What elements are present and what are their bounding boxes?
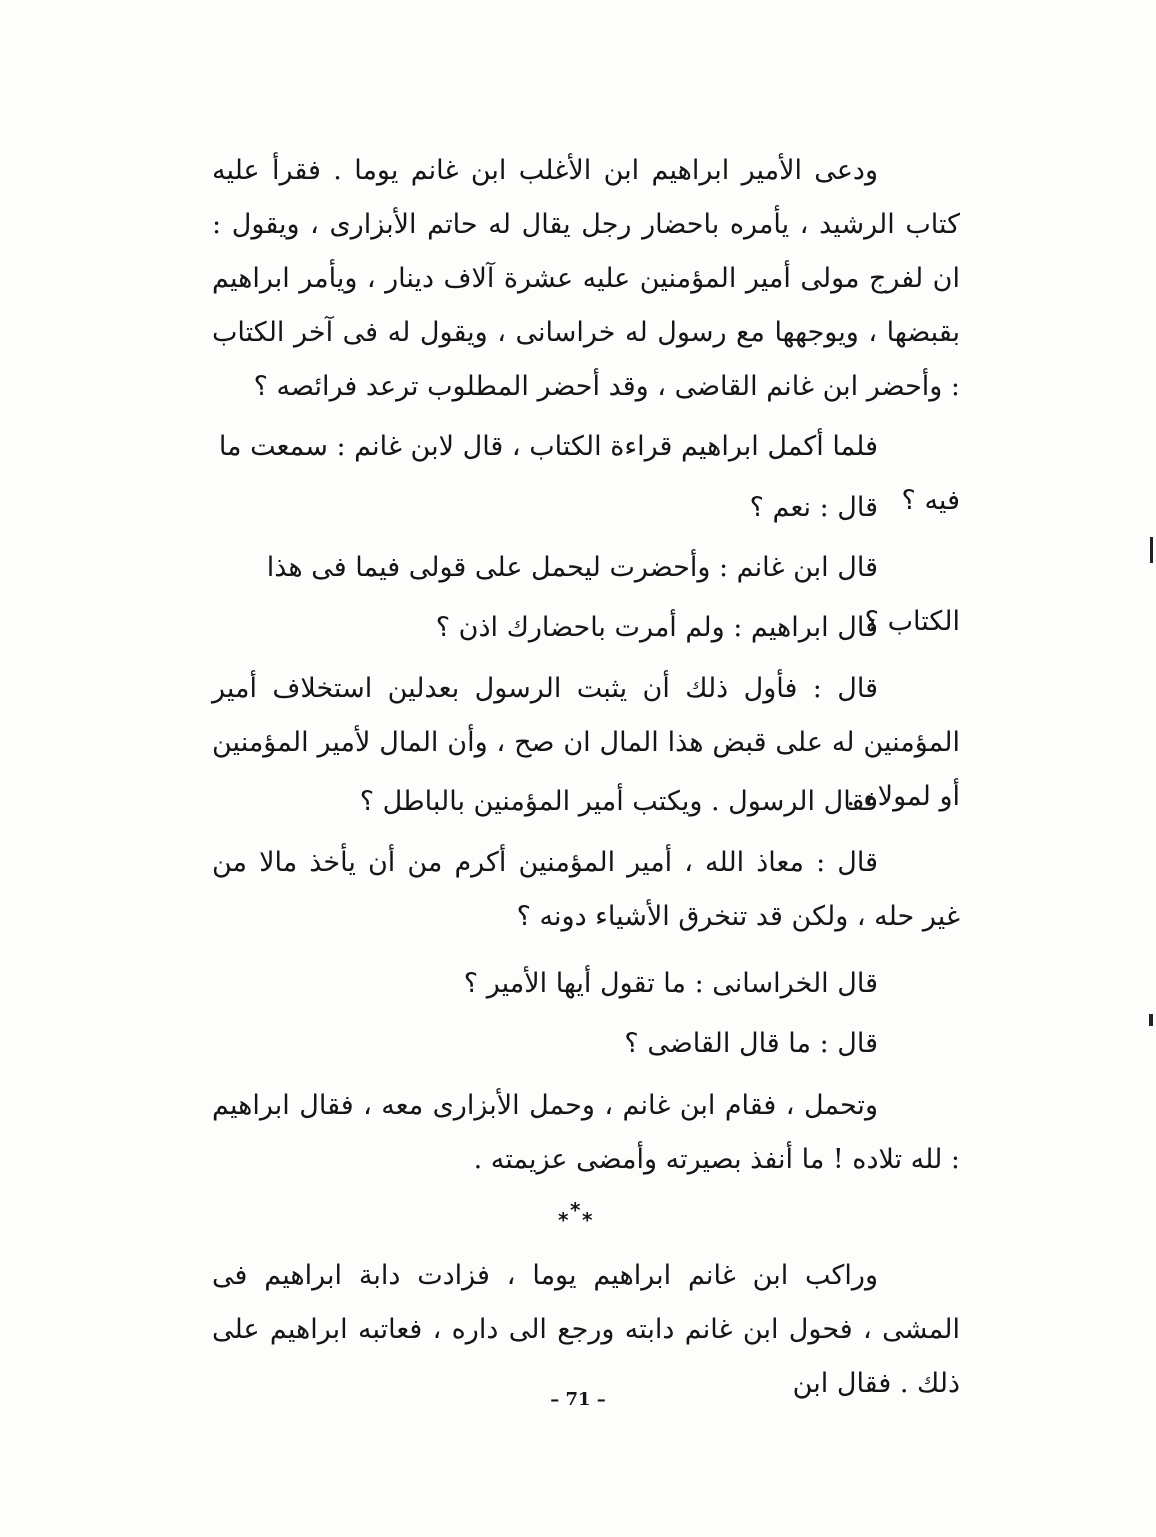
section-separator [548,1196,608,1240]
paragraph-5: قال ابراهيم : ولم أمرت باحضارك اذن ؟ [435,612,878,643]
paragraph-7: فقال الرسول . ويكتب أمير المؤمنين بالباطل ؟ [359,786,878,817]
separator-star-left: * [558,1208,569,1232]
paragraph-10: قال : ما قال القاضى ؟ [624,1028,878,1059]
page-number: – 71 – [550,1389,606,1410]
paragraph-6: قال : فأول ذلك أن يثبت الرسول بعدلين استخلاف أمير المؤمنين له على قبض هذا المال ان صح ، وأن المال لأمير المؤمنين أو لمولاه . [212,673,960,812]
paragraph-1: ودعى الأمير ابراهيم ابن الأغلب ابن غانم يوما . فقرأ عليه كتاب الرشيد ، يأمره باحضار رجل يقال له حاتم الأبزارى ، ويقول : ان لفرج مولى أمير المؤمنين عليه عشرة آلاف دينار ، ويأمر ابراهيم بقبضها ، ويوجهها مع رسول له خراسانى ، ويقول له فى آخر الكتاب : وأحضر ابن غانم القاضى ، وقد أحضر المطلوب ترعد فرائصه ؟ [212,155,960,402]
paragraph-9: قال الخراسانى : ما تقول أيها الأمير ؟ [463,968,878,999]
paragraph-12: وراكب ابن غانم ابراهيم يوما ، فزادت دابة ابراهيم فى المشى ، فحول ابن غانم دابته ورجع الى داره ، فعاتبه ابراهيم على ذلك . فقال ابن [212,1260,960,1399]
paragraph-4: قال ابن غانم : وأحضرت ليحمل على قولى فيما فى هذا الكتاب ؟ [266,552,960,637]
scan-edge-mark [1150,537,1153,563]
separator-star-top: * [570,1198,581,1222]
paragraph-8: قال : معاذ الله ، أمير المؤمنين أكرم من أن يأخذ مالا من غير حله ، ولكن قد تنخرق الأشياء دونه ؟ [212,847,960,932]
separator-star-right: * [582,1208,593,1232]
paragraph-3: قال : نعم ؟ [749,492,878,523]
paragraph-11: وتحمل ، فقام ابن غانم ، وحمل الأبزارى معه ، فقال ابراهيم : لله تلاده ! ما أنفذ بصيرته وأمضى عزيمته . [212,1090,960,1175]
paragraph-2: فلما أكمل ابراهيم قراءة الكتاب ، قال لابن غانم : سمعت ما فيه ؟ [218,431,960,516]
scan-edge-mark [1149,1014,1153,1026]
